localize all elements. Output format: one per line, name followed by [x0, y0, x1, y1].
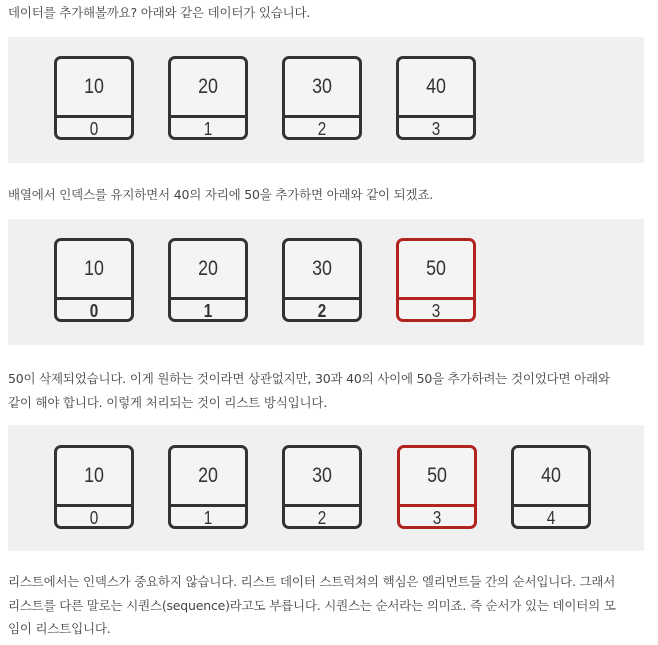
cell-value: 10	[84, 464, 104, 487]
array-cell	[282, 238, 362, 322]
array-cell	[282, 56, 362, 140]
cell-value: 20	[198, 257, 218, 280]
list-cell	[511, 445, 591, 529]
cell-value: 10	[84, 75, 104, 98]
list-after-insert-diagram	[8, 425, 644, 551]
cell-index: 3	[431, 301, 441, 321]
list-cell	[282, 445, 362, 529]
list-cell	[54, 445, 134, 529]
intro-paragraph: 데이터를 추가해볼까요? 아래와 같은 데이터가 있습니다.	[8, 5, 311, 20]
array-cell	[54, 238, 134, 322]
highlighted-cell	[396, 238, 476, 322]
cell-value: 40	[541, 464, 561, 487]
highlighted-cell	[397, 445, 477, 529]
cell-value: 30	[312, 75, 332, 98]
cell-index: 2	[317, 119, 327, 139]
cell-index: 1	[203, 508, 213, 528]
list-insert-paragraph	[8, 367, 644, 414]
cell-value: 30	[312, 257, 332, 280]
cell-index: 1	[203, 119, 213, 139]
array-cell	[168, 56, 248, 140]
cell-index: 0	[89, 508, 99, 528]
cell-index: 3	[432, 508, 442, 528]
paragraph-line: 리스트에서는 인덱스가 중요하지 않습니다. 리스트 데이터 스트럭쳐의 핵심은 엘리먼트들 간의 순서입니다. 그래서	[8, 574, 616, 589]
cell-index: 0	[89, 301, 99, 321]
paragraph-line: 같이 해야 합니다. 이렇게 처리되는 것이 리스트 방식입니다.	[8, 394, 327, 410]
original-array-diagram	[8, 37, 644, 163]
cell-index: 2	[317, 508, 327, 528]
cell-value: 20	[198, 75, 218, 98]
cell-index: 3	[431, 119, 441, 139]
cell-index: 4	[546, 508, 556, 528]
cell-index: 1	[203, 301, 213, 321]
cell-value: 50	[426, 257, 446, 280]
array-cell	[54, 56, 134, 140]
list-cell	[168, 445, 248, 529]
cell-value: 20	[198, 464, 218, 487]
array-after-insert-diagram	[8, 219, 644, 345]
paragraph-line: 50이 삭제되었습니다. 이게 원하는 것이라면 상관없지만, 30과 40의 사이에 50을 추가하려는 것이었다면 아래와	[8, 371, 610, 386]
cell-value: 30	[312, 464, 332, 487]
cell-index: 2	[317, 301, 327, 321]
paragraph-line: 리스트를 다른 말로는 시퀀스(sequence)라고도 부릅니다. 시퀀스는 순서라는 의미죠. 즉 순서가 있는 데이터의 모	[8, 597, 616, 613]
cell-value: 40	[426, 75, 446, 98]
array-cell	[396, 56, 476, 140]
sequence-paragraph	[8, 570, 644, 641]
array-insert-paragraph: 배열에서 인덱스를 유지하면서 40의 자리에 50을 추가하면 아래와 같이 되겠죠.	[8, 187, 433, 202]
paragraph-line: 임이 리스트입니다.	[8, 621, 111, 636]
cell-value: 10	[84, 257, 104, 280]
cell-index: 0	[89, 119, 99, 139]
array-cell	[168, 238, 248, 322]
cell-value: 50	[427, 464, 447, 487]
